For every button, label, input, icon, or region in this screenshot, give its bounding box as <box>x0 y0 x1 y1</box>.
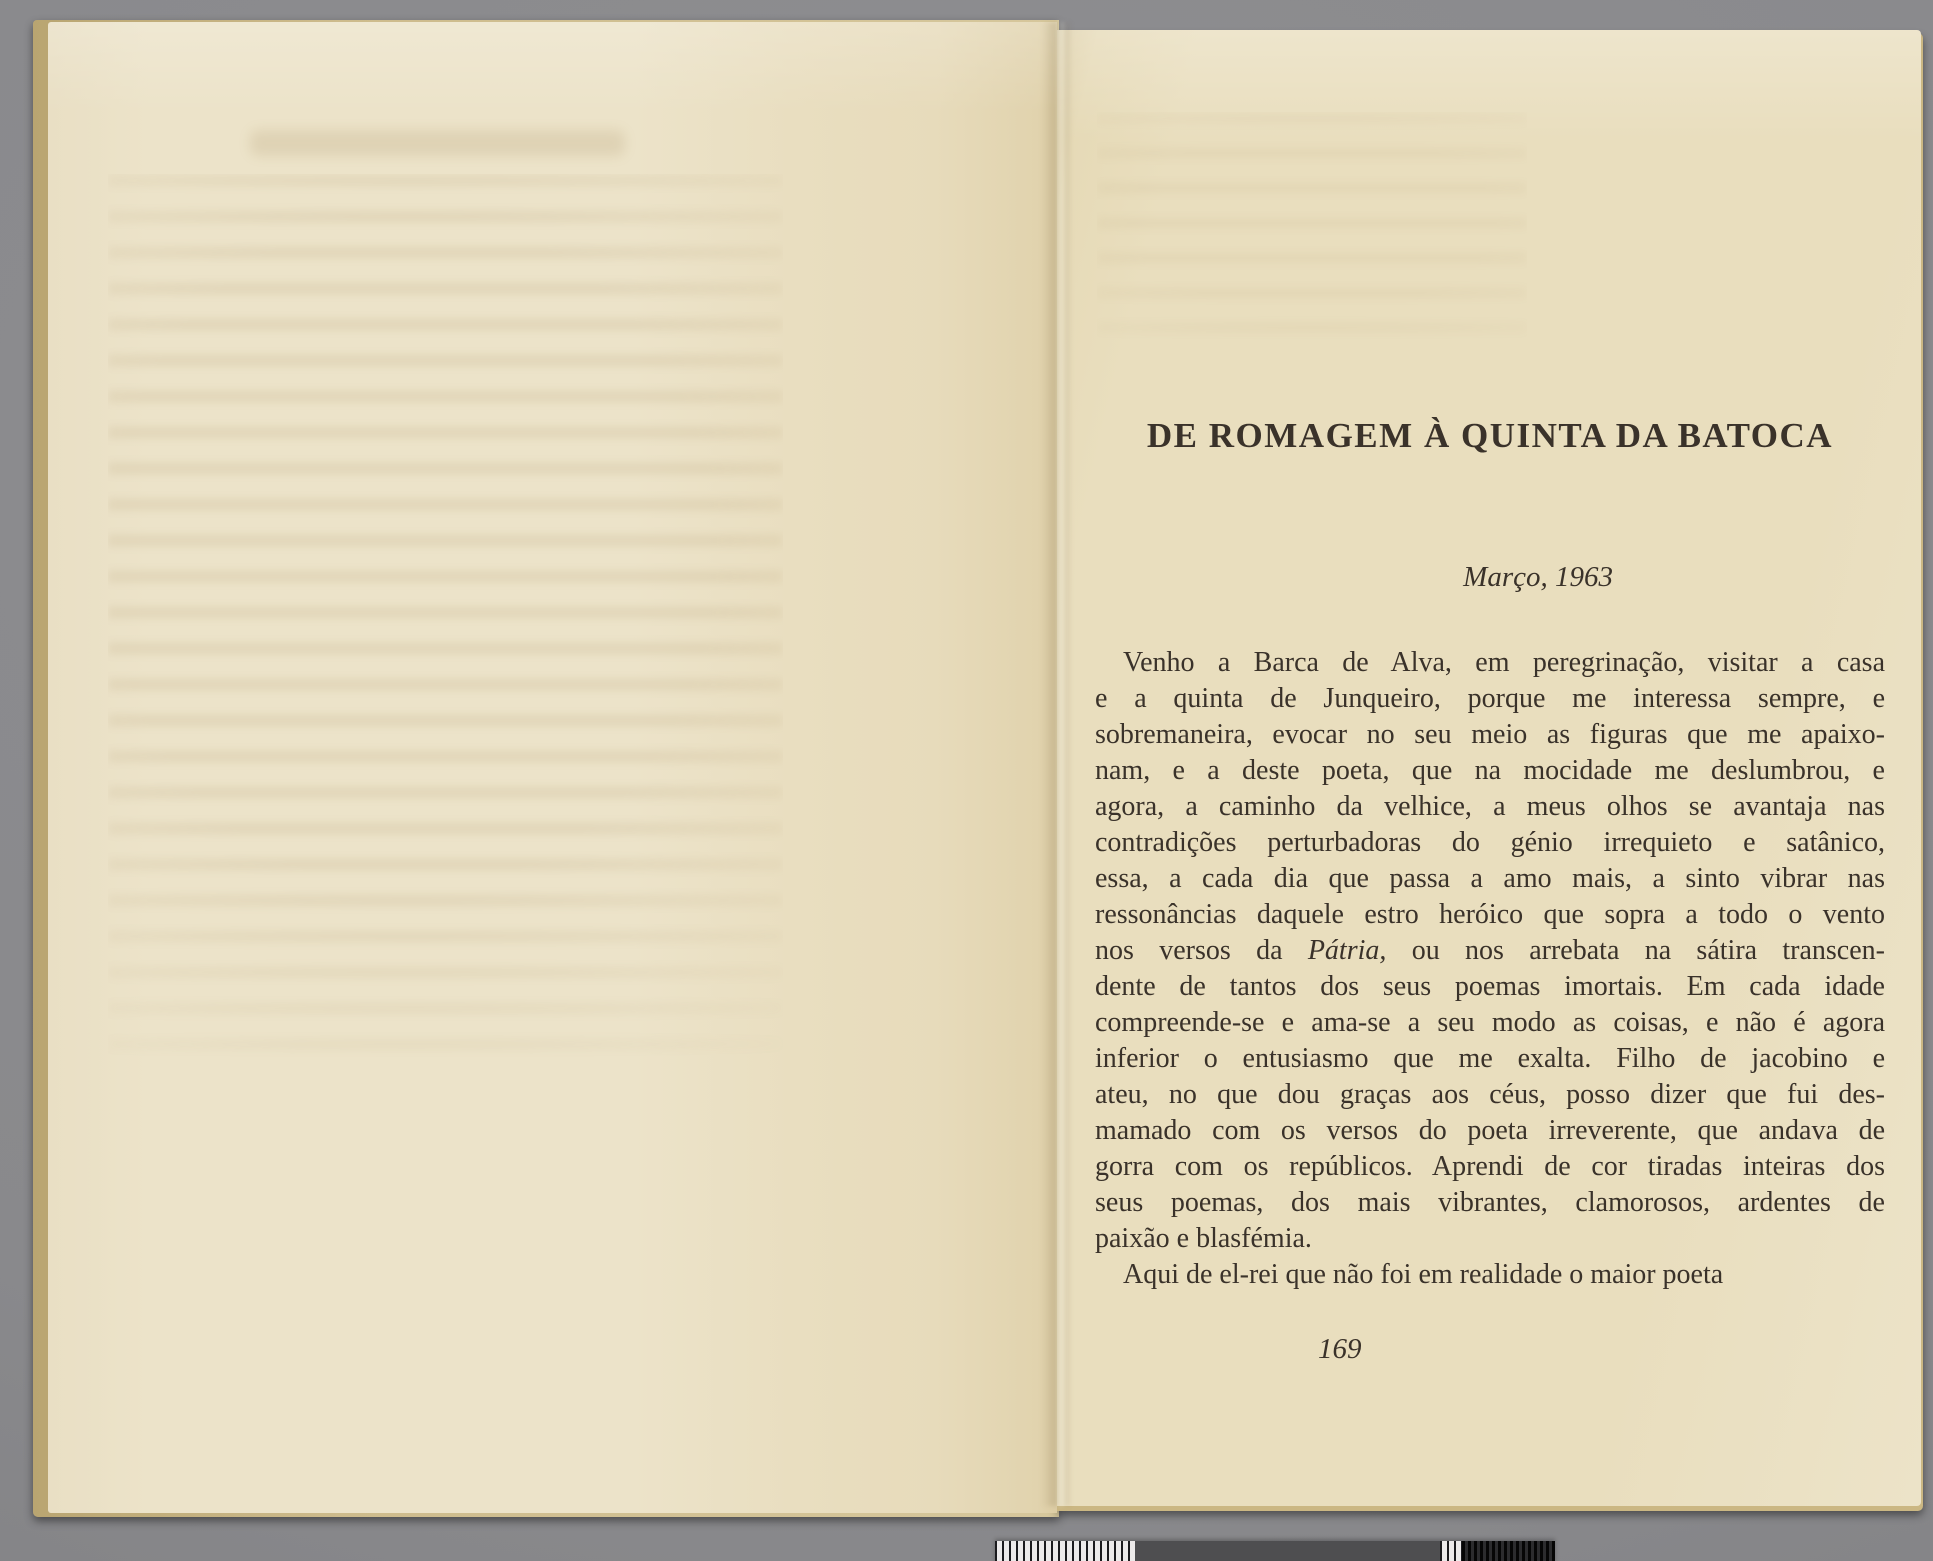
chapter-title: DE ROMAGEM À QUINTA DA BATOCA <box>1146 416 1834 455</box>
ruler-segment <box>1135 1541 1440 1561</box>
text-line: contradições perturbadoras do génio irrequieto e satânico, <box>1095 827 1885 858</box>
text-line: essa, a cada dia que passa a amo mais, a sinto vibrar nas <box>1095 863 1885 894</box>
calibration-ruler <box>995 1541 1555 1561</box>
text-line: compreende-se e ama-se a seu modo as coisas, e não é agora <box>1095 1007 1885 1038</box>
left-page <box>48 22 1057 1513</box>
showthrough-heading-ghost <box>250 130 625 156</box>
text-line: sobremaneira, evocar no seu meio as figuras que me apaixo- <box>1095 719 1885 750</box>
paragraph <box>1095 1257 1885 1293</box>
text-line: ressonâncias daquele estro heróico que sopra a todo o vento <box>1095 899 1885 930</box>
text-line: ateu, no que dou graças aos céus, posso dizer que fui des- <box>1095 1079 1885 1110</box>
text-line: mamado com os versos do poeta irreverente, que andava de <box>1095 1115 1885 1146</box>
page-number: 169 <box>1318 1333 1362 1365</box>
text-line: Venho a Barca de Alva, em peregrinação, visitar a casa <box>1123 647 1885 678</box>
ruler-segment <box>1440 1541 1462 1561</box>
text-line: nos versos da Pátria, ou nos arrebata na sátira transcen- <box>1095 935 1885 966</box>
text-line: paixão e blasfémia. <box>1095 1223 1312 1254</box>
ruler-segment <box>995 1541 1135 1561</box>
text-line: agora, a caminho da velhice, a meus olhos se avantaja nas <box>1095 791 1885 822</box>
text-column <box>1095 30 1885 1506</box>
text-line: inferior o entusiasmo que me exalta. Filho de jacobino e <box>1095 1043 1885 1074</box>
body-text <box>1095 645 1885 1293</box>
text-line: seus poemas, dos mais vibrantes, clamorosos, ardentes de <box>1095 1187 1885 1218</box>
text-line: Aqui de el-rei que não foi em realidade o maior poeta <box>1123 1259 1724 1290</box>
right-page <box>1057 30 1921 1506</box>
dateline: Março, 1963 <box>1463 561 1613 593</box>
showthrough-text-ghost <box>108 174 783 1074</box>
text-line: e a quinta de Junqueiro, porque me interessa sempre, e <box>1095 683 1885 714</box>
text-line: nam, e a deste poeta, que na mocidade me deslumbrou, e <box>1095 755 1885 786</box>
text-line: gorra com os repúblicos. Aprendi de cor tiradas inteiras dos <box>1095 1151 1885 1182</box>
ruler-segment <box>1462 1541 1555 1561</box>
text-line: dente de tantos dos seus poemas imortais. Em cada idade <box>1095 971 1885 1002</box>
paragraph <box>1095 645 1885 1257</box>
